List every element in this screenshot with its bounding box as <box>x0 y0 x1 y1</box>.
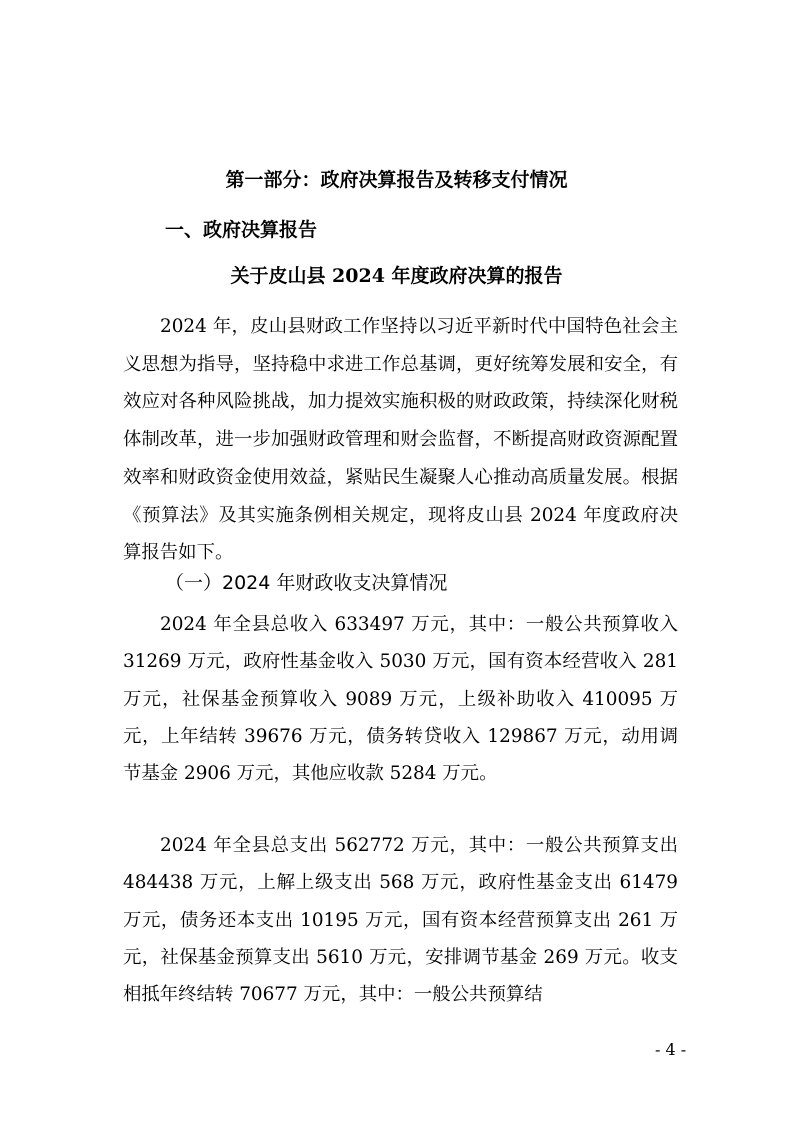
page-number: - 4 - <box>655 1040 687 1059</box>
part-title: 第一部分：政府决算报告及转移支付情况 <box>225 169 568 191</box>
income-paragraph: 2024 年全县总收入 633497 万元，其中：一般公共预算收入 31269 万元，政府性基金收入 5030 万元，国有资本经营收入 281 万元，社保基金预算收入 9089 万元，上级补助收入 410095 万元，上年结转 39676 万元，债务转贷收入 129867 万元，动用调节基金 2906 万元，其他应收款 5284 万元。 <box>123 614 678 785</box>
report-title: 关于皮山县 2024 年度政府决算的报告 <box>230 265 563 287</box>
expenditure-paragraph: 2024 年全县总支出 562772 万元，其中：一般公共预算支出 484438 万元，上解上级支出 568 万元，政府性基金支出 61479 万元，债务还本支出 10195 万元，国有资本经营预算支出 261 万元，社保基金预算支出 5610 万元，安排调节基金 269 万元。收支相抵年终结转 70677 万元，其中：一般公共预算结 <box>123 835 678 1006</box>
subsection-heading: （一）2024 年财政收支决算情况 <box>165 572 448 594</box>
intro-paragraph: 2024 年，皮山县财政工作坚持以习近平新时代中国特色社会主义思想为指导，坚持稳中求进工作总基调，更好统筹发展和安全，有效应对各种风险挑战，加力提效实施积极的财政政策，持续深化财税体制改革，进一步加强财政管理和财会监督，不断提高财政资源配置效率和财政资金使用效益，紧贴民生凝聚人心推动高质量发展。根据《预算法》及其实施条例相关规定，现将皮山县 2024 年度政府决算报告如下。 <box>123 316 678 564</box>
section-heading: 一、政府决算报告 <box>165 219 318 241</box>
